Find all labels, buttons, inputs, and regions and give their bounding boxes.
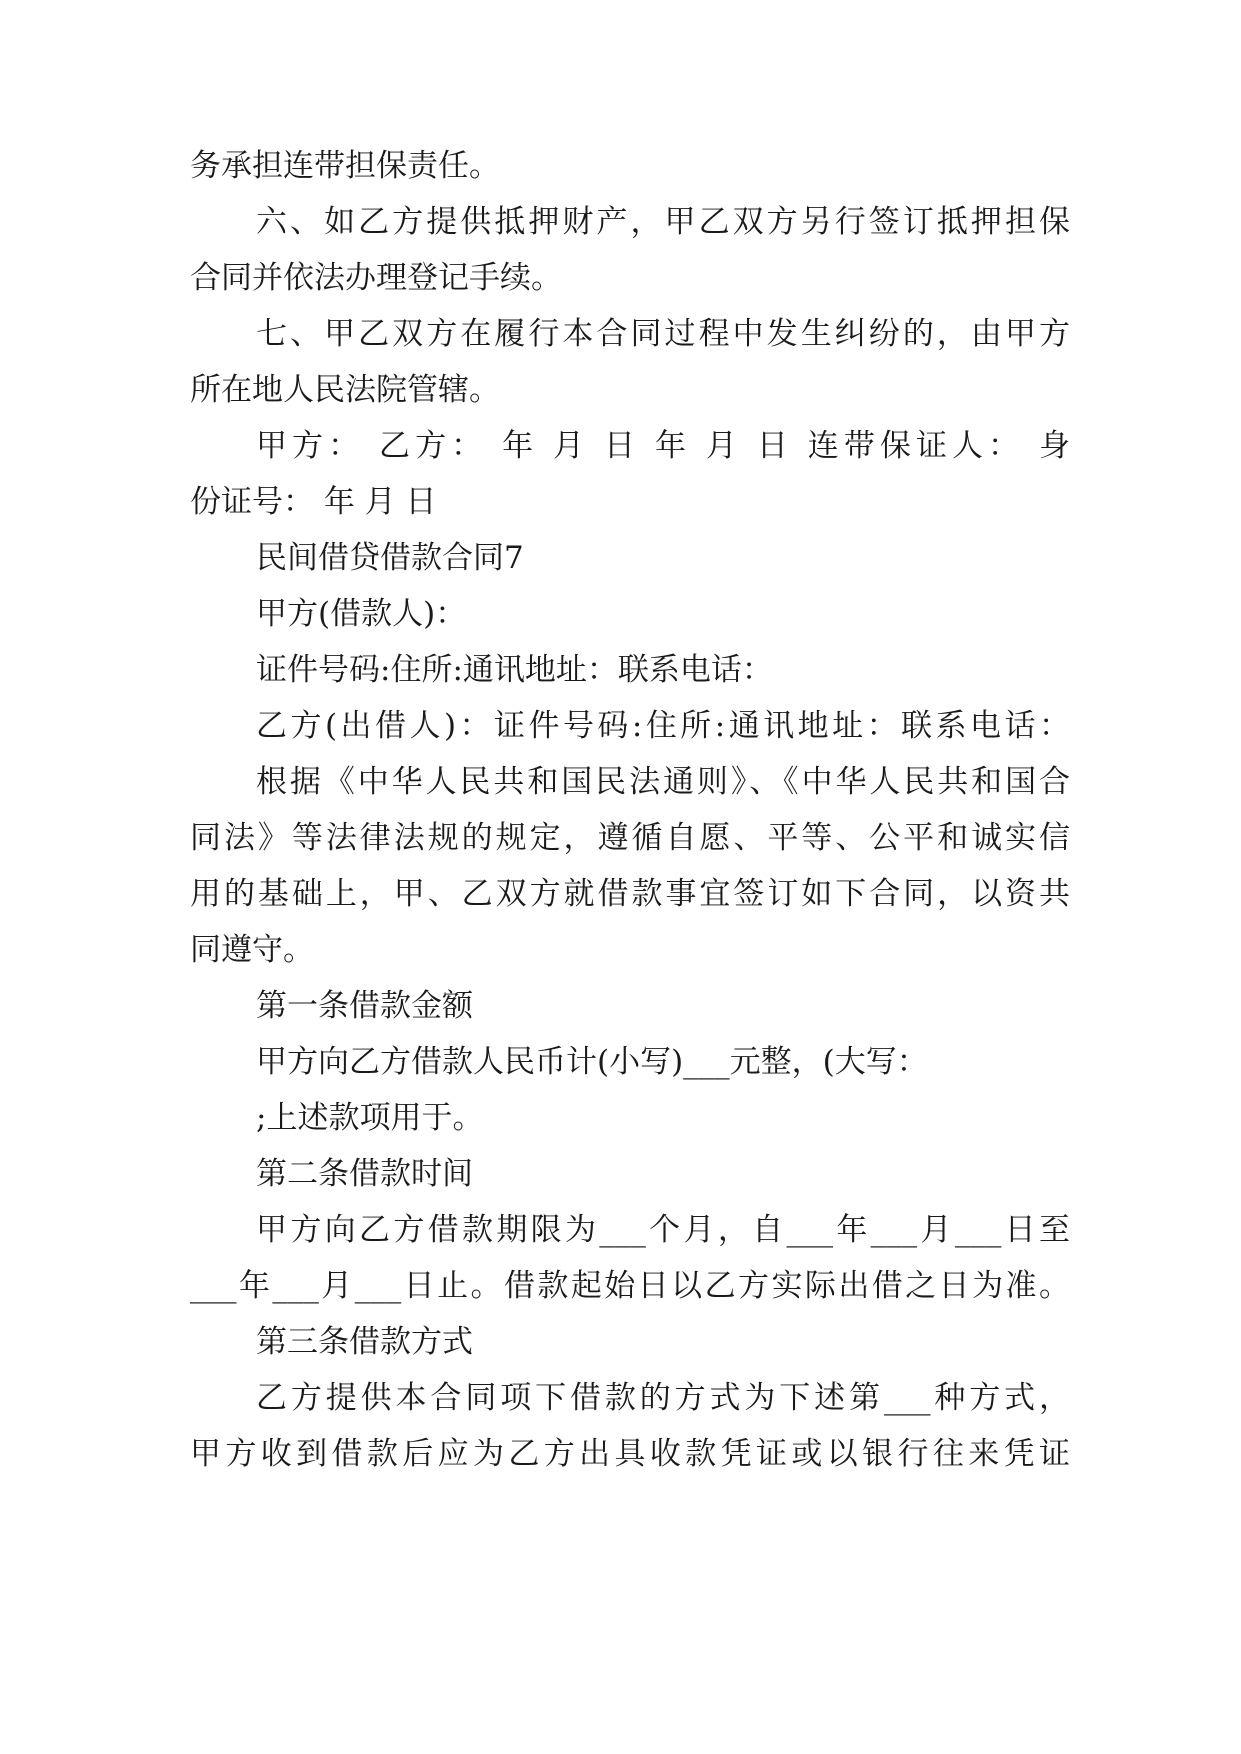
paragraph-line: 同遵守。 — [190, 932, 314, 968]
article-heading: 第一条借款金额 — [256, 988, 473, 1024]
paragraph-line: 务承担连带担保责任。 — [190, 148, 500, 184]
party-b-info: 乙方(出借人)：证件号码:住所:通讯地址：联系电话： — [256, 708, 1070, 744]
paragraph-line: 乙方提供本合同项下借款的方式为下述第___种方式， — [256, 1380, 1070, 1416]
contract-title: 民间借贷借款合同7 — [256, 540, 524, 576]
paragraph-line: ;上述款项用于。 — [256, 1100, 484, 1136]
paragraph-line: 甲方向乙方借款期限为___个月，自___年___月___日至 — [256, 1212, 1070, 1248]
paragraph-line: 用的基础上，甲、乙双方就借款事宜签订如下合同，以资共 — [190, 876, 1070, 912]
paragraph-line: 甲方向乙方借款人民币计(小写)___元整，(大写： — [256, 1044, 928, 1080]
paragraph-line: 合同并依法办理登记手续。 — [190, 260, 562, 296]
paragraph-line: 根据《中华人民共和国民法通则》、《中华人民共和国合 — [256, 764, 1070, 800]
paragraph-line: 七、甲乙双方在履行本合同过程中发生纠纷的，由甲方 — [256, 316, 1070, 352]
article-heading: 第三条借款方式 — [256, 1324, 473, 1360]
party-a-info: 证件号码:住所:通讯地址：联系电话： — [256, 652, 773, 688]
paragraph-line: 甲方收到借款后应为乙方出具收款凭证或以银行往来凭证 — [190, 1436, 1070, 1472]
paragraph-line: 所在地人民法院管辖。 — [190, 372, 500, 408]
paragraph-line: 同法》等法律法规的规定，遵循自愿、平等、公平和诚实信 — [190, 820, 1070, 856]
signature-line: 甲方： 乙方： 年 月 日 年 月 日 连带保证人： 身 — [256, 428, 1070, 464]
party-a-label: 甲方(借款人)： — [256, 596, 467, 632]
article-heading: 第二条借款时间 — [256, 1156, 473, 1192]
signature-line: 份证号： 年 月 日 — [190, 484, 437, 520]
paragraph-line: 六、如乙方提供抵押财产，甲乙双方另行签订抵押担保 — [256, 204, 1070, 240]
paragraph-line: ___年___月___日止。借款起始日以乙方实际出借之日为准。 — [190, 1268, 1070, 1304]
